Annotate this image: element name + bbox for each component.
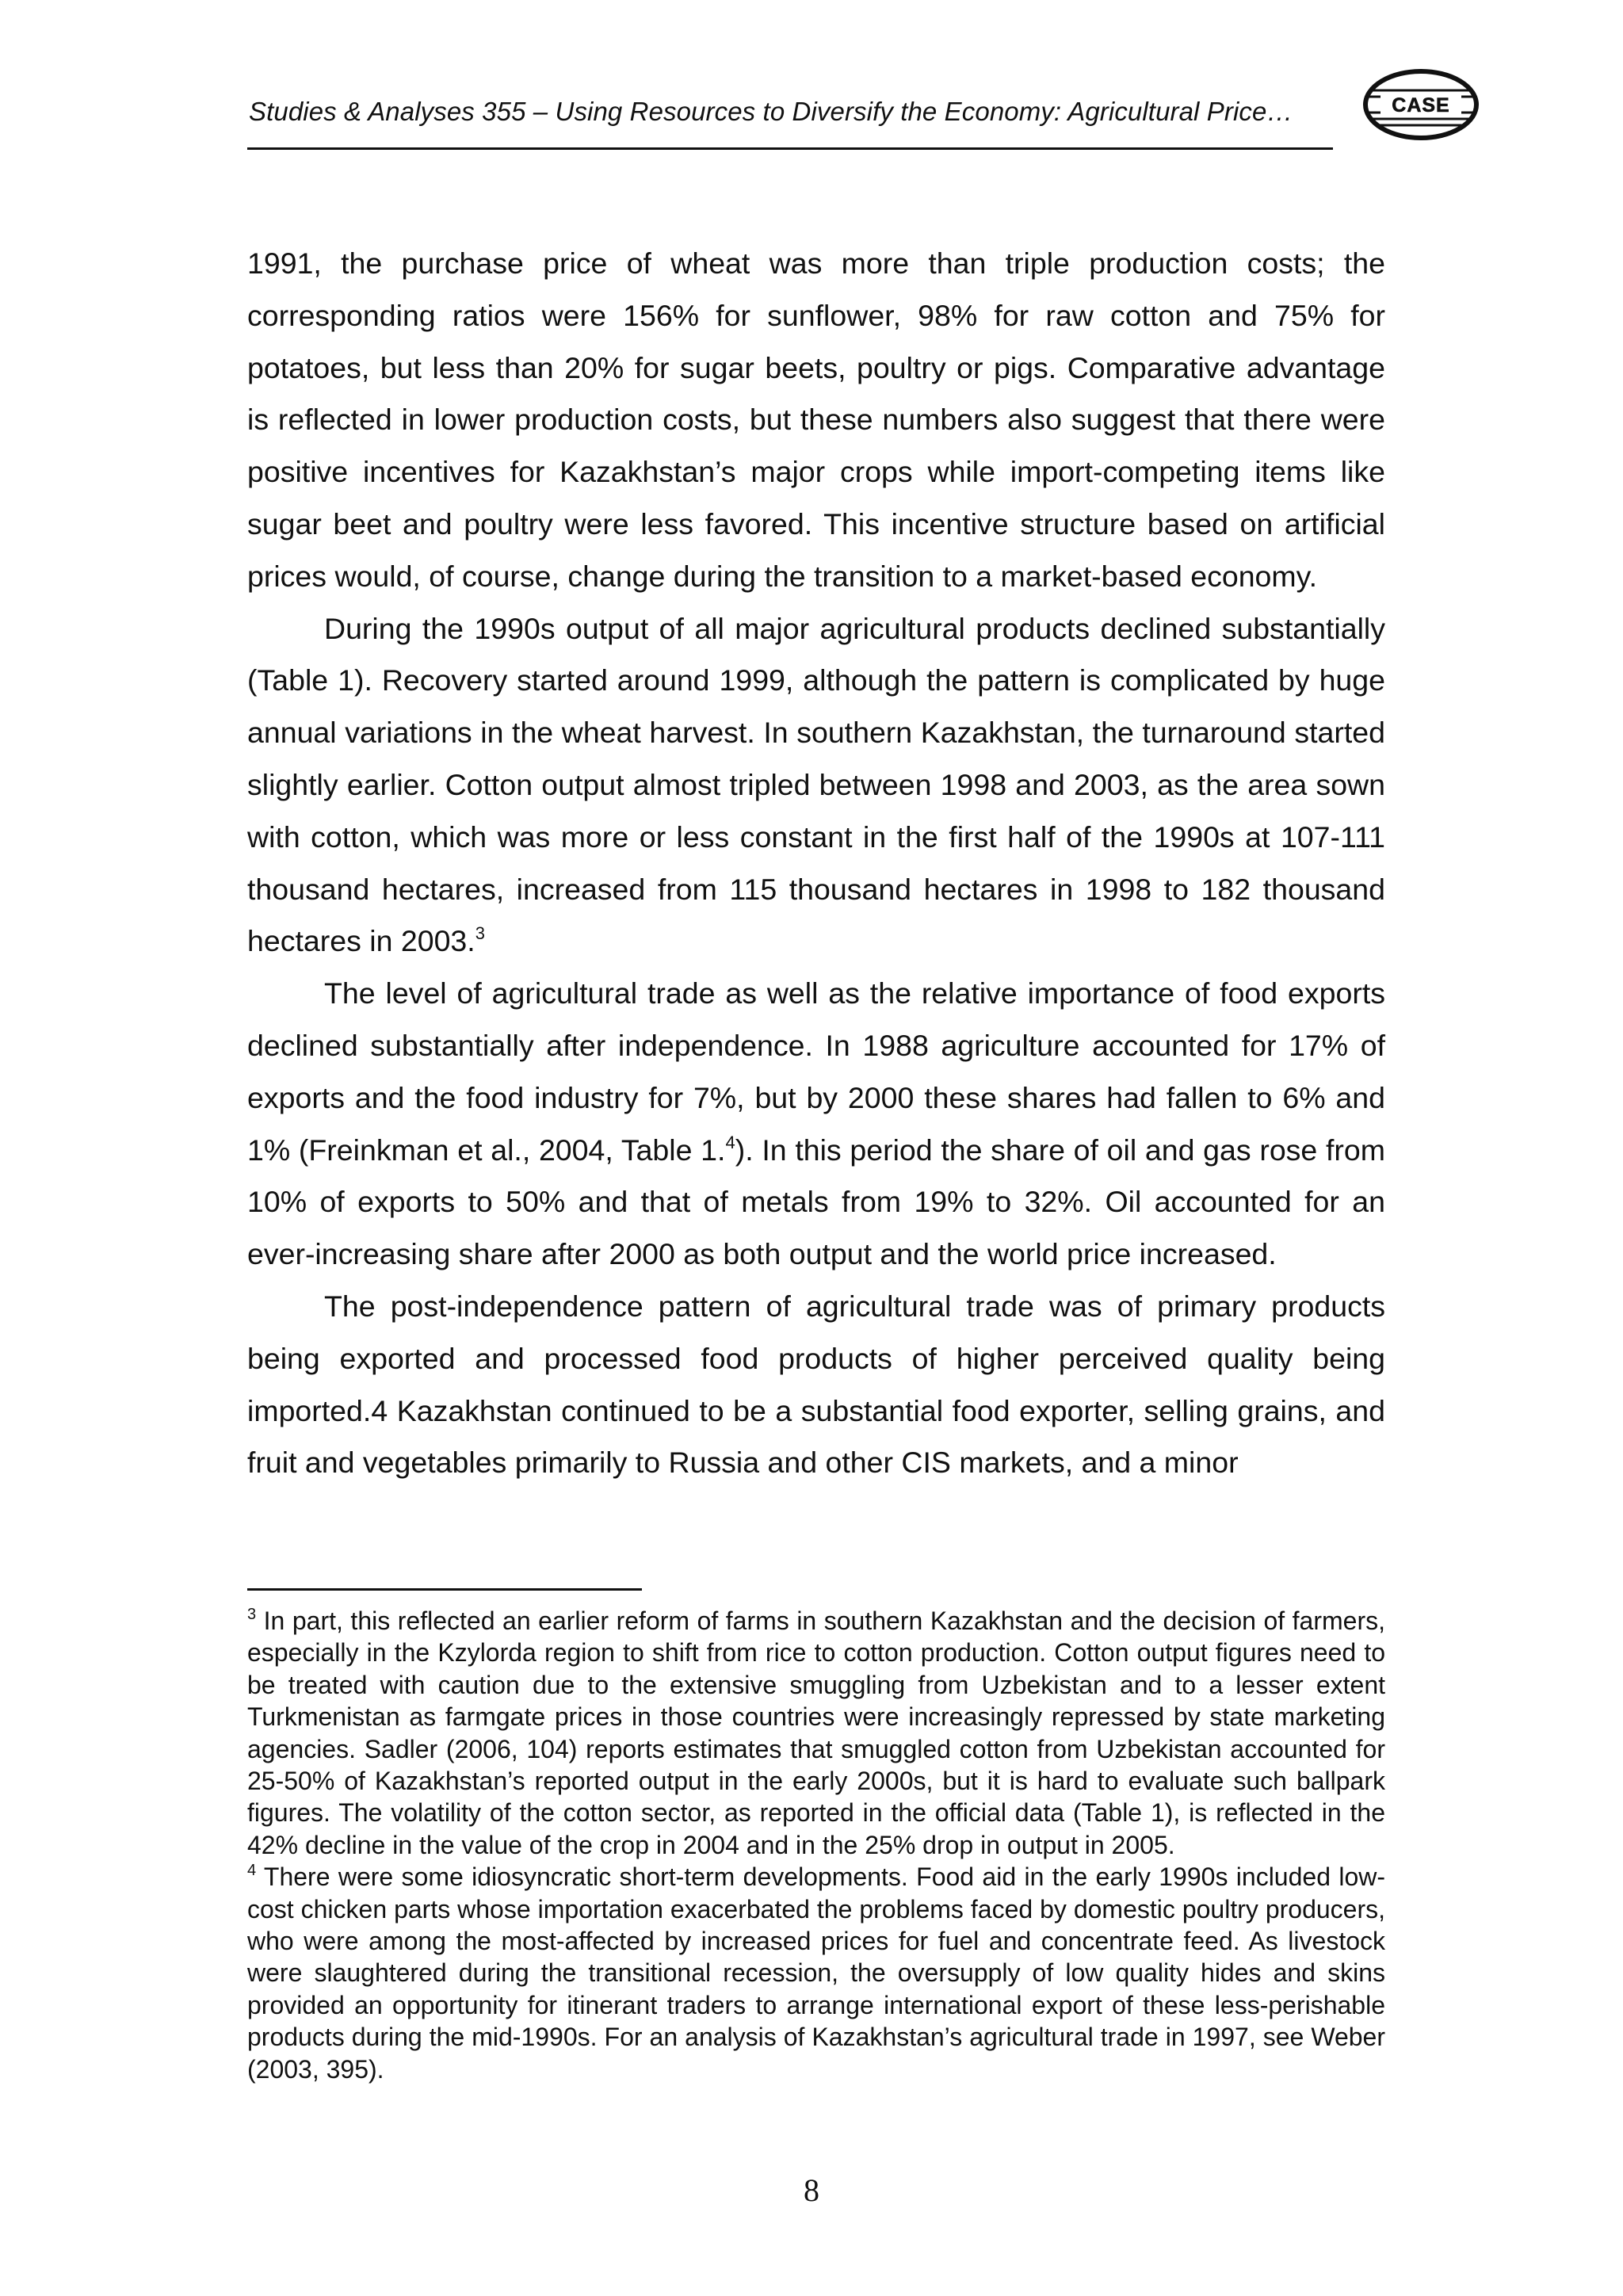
paragraph — [247, 603, 1385, 968]
running-header — [247, 89, 1333, 150]
footnote-text: In part, this reflected an earlier reform of farms in southern Kazakhstan and the decision of farmers, especially in the Kzylorda region to shift from rice to cotton production. Cotton output figures need to be treated with caution due to the extensive smuggling from Uzbekistan and to a lesser extent Turkmenistan as farmgate prices in those countries were increasingly repressed by state marketing agencies. Sadler (2006, 104) reports estimates that smuggled cotton from Uzbekistan accounted for 25-50% of Kazakhstan’s reported output in the early 2000s, but it is hard to evaluate such ballpark figures. The volatility of the cotton sector, as reported in the official data (Table 1), is reflected in the 42% decline in the value of the crop in 2004 and in the 25% drop in output in 2005. — [247, 1606, 1385, 1859]
footnote-ref[interactable]: 4 — [725, 1132, 735, 1152]
paragraph: The post-independence pattern of agricultural trade was of primary products being exported and processed food products of higher perceived quality being imported.4 Kazakhstan continued to be a substantial food exporter, selling grains, and fruit and vegetables primarily to Russia and other CIS markets, and a minor — [247, 1289, 1385, 1480]
paragraph: 1991, the purchase price of wheat was more than triple production costs; the corresponding ratios were 156% for sunflower, 98% for raw cotton and 75% for potatoes, but less than 20% for sugar beets, poultry or pigs. Comparative advantage is reflected in lower production costs, but these numbers also suggest that there were positive incentives for Kazakhstan’s major crops while import-competing items like sugar beet and poultry were less favored. This incentive structure based on artificial prices would, of course, change during the transition to a market-based economy. — [247, 246, 1385, 593]
paragraph-text: ). In this period the share of oil and gas rose from 10% of exports to 50% and that of metals from 19% to 32%. Oil accounted for an ever-increasing share after 2000 as both output and the world price increased. — [247, 1133, 1385, 1271]
header-title: Studies & Analyses 355 – Using Resources to Diversify the Economy: Agricultural Price… — [249, 97, 1293, 126]
footnotes — [247, 1605, 1385, 2085]
footnote-divider — [247, 1588, 642, 1591]
case-logo — [1361, 67, 1480, 143]
paragraph-text: During the 1990s output of all major agricultural products declined substantially (Table 1). Recovery started around 1999, although the pattern is complicated by huge annual variations in the wheat harvest. In southern Kazakhstan, the turnaround started slightly earlier. Cotton output almost tripled between 1998 and 2003, as the area sown with cotton, which was more or less constant in the first half of the 1990s at 107-111 thousand hectares, increased from 115 thousand hectares in 1998 to 182 thousand hectares in 2003. — [247, 611, 1385, 958]
footnote-ref[interactable]: 3 — [475, 923, 485, 944]
paragraph — [247, 968, 1385, 1281]
paragraph-text: The level of agricultural trade as well as the relative importance of food exports declined substantially after independence. In 1988 agriculture accounted for 17% of exports and the food industry for 7%, but by 2000 these shares had fallen to 6% and 1% (Freinkman et al., 2004, Table 1. — [247, 976, 1385, 1167]
footnote-text: There were some idiosyncratic short-term developments. Food aid in the early 1990s included low-cost chicken parts whose importation exacerbated the problems faced by domestic poultry producers, who were among the most-affected by increased prices for fuel and concentrate feed. As livestock were slaughtered during the transitional recession, the oversupply of low quality hides and skins provided an opportunity for itinerant traders to arrange international export of these less-perishable products during the mid-1990s. For an analysis of Kazakhstan’s agricultural trade in 1997, see Weber (2003, 395). — [247, 1862, 1385, 2084]
footnote — [247, 1861, 1385, 2085]
footnote-number: 4 — [247, 1862, 257, 1880]
page-number: 8 — [804, 2172, 819, 2208]
body-text — [247, 238, 1385, 1489]
logo-text: CASE — [1392, 94, 1450, 117]
footnote — [247, 1605, 1385, 1861]
footnote-number: 3 — [247, 1606, 257, 1623]
